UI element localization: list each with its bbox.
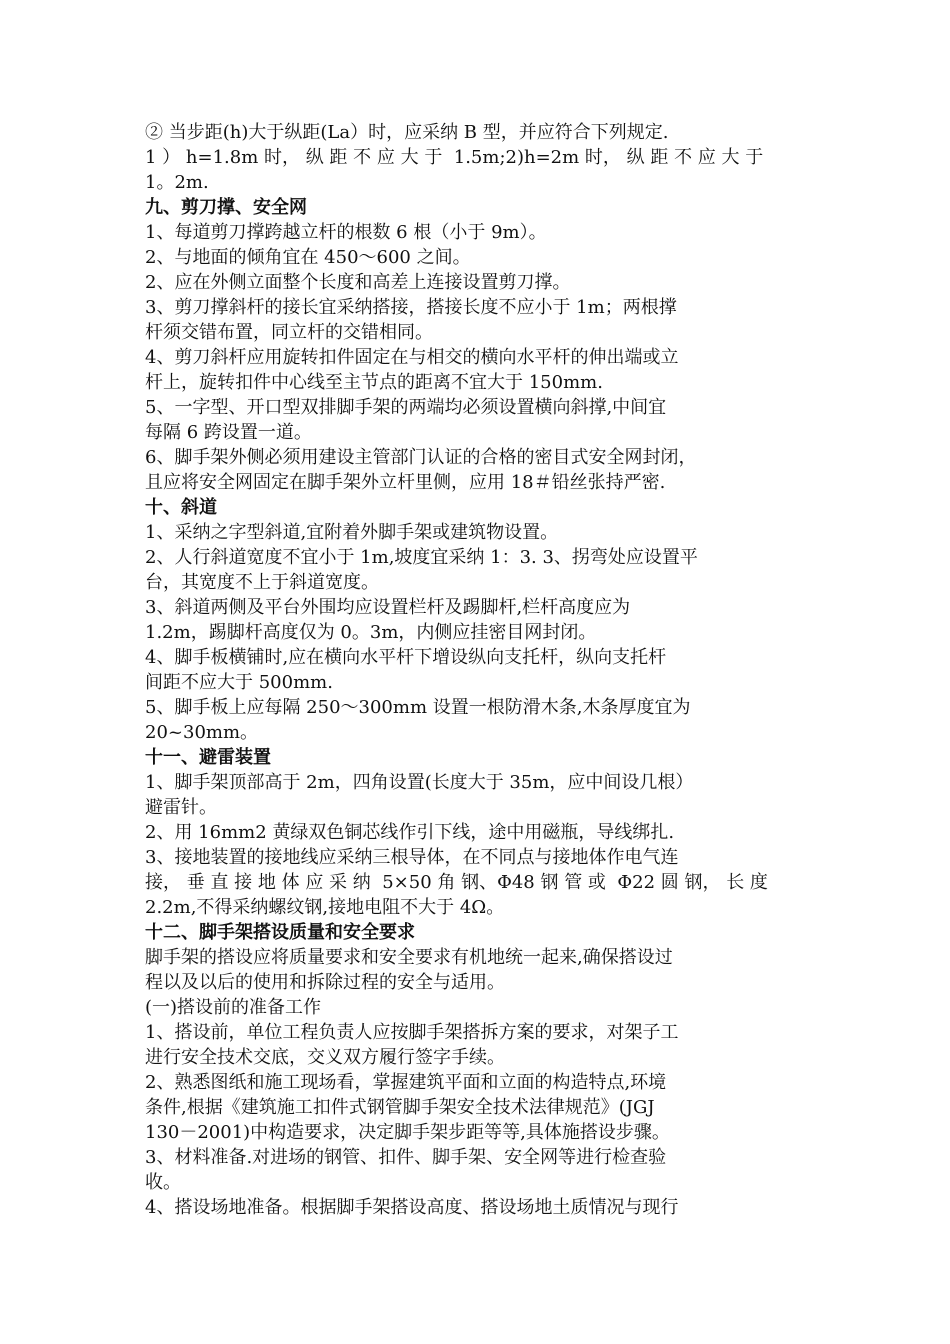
text-line: 2、应在外侧立面整个长度和高差上连接设置剪刀撑。 xyxy=(145,272,571,293)
text-line: 1、搭设前，单位工程负责人应按脚手架搭拆方案的要求，对架子工 xyxy=(145,1022,679,1043)
text-line: 1 ） h=1.8m 时， 纵 距 不 应 大 于 1.5m;2)h=2m 时， 纵 距 不 应 大 于 xyxy=(145,147,764,168)
section-heading: 十二、脚手架搭设质量和安全要求 xyxy=(145,922,415,943)
text-line: 4、剪刀斜杆应用旋转扣件固定在与相交的横向水平杆的伸出端或立 xyxy=(145,347,679,368)
text-line: 2、与地面的倾角宜在 450～600 之间。 xyxy=(145,247,471,268)
text-line: 1。2m. xyxy=(145,172,209,193)
text-line: 进行安全技术交底，交义双方履行签字手续。 xyxy=(145,1047,505,1068)
text-line: 2、熟悉图纸和施工现场看，掌握建筑平面和立面的构造特点,环境 xyxy=(145,1072,667,1093)
text-line: 程以及以后的使用和拆除过程的安全与适用。 xyxy=(145,972,505,993)
text-line: 避雷针。 xyxy=(145,797,217,818)
text-line: 且应将安全网固定在脚手架外立杆里侧，应用 18＃铅丝张持严密. xyxy=(145,472,666,493)
text-line: 条件,根据《建筑施工扣件式钢管脚手架安全技术法律规范》(JGJ xyxy=(145,1097,655,1118)
text-line: 杆须交错布置，同立杆的交错相同。 xyxy=(145,322,433,343)
text-line: 2.2m,不得采纳螺纹钢,接地电阻不大于 4Ω。 xyxy=(145,897,505,918)
text-line: 2、人行斜道宽度不宜小于 1m,坡度宜采纳 1：3. 3、拐弯处应设置平 xyxy=(145,547,698,568)
text-line: 每隔 6 跨设置一道。 xyxy=(145,422,312,443)
text-line: 1.2m，踢脚杆高度仅为 0。3m，内侧应挂密目网封闭。 xyxy=(145,622,597,643)
text-line: 2、用 16mm2 黄绿双色铜芯线作引下线，途中用磁瓶，导线绑扎. xyxy=(145,822,675,843)
text-line: 4、脚手板横铺时,应在横向水平杆下增设纵向支托杆，纵向支托杆 xyxy=(145,647,667,668)
text-line: 1、采纳之字型斜道,宜附着外脚手架或建筑物设置。 xyxy=(145,522,559,543)
text-line: 杆上，旋转扣件中心线至主节点的距离不宜大于 150mm. xyxy=(145,372,603,393)
text-line: 1、脚手架顶部高于 2m，四角设置(长度大于 35m，应中间设几根） xyxy=(145,772,694,793)
text-line: 6、脚手架外侧必须用建设主管部门认证的合格的密目式安全网封闭， xyxy=(145,447,697,468)
section-heading: 十、斜道 xyxy=(145,497,217,518)
document-page xyxy=(145,120,810,1220)
text-line: 接， 垂 直 接 地 体 应 采 纳 5×50 角 钢、Φ48 钢 管 或 Φ22 圆 钢， 长 度 xyxy=(145,872,768,893)
text-line: 3、剪刀撑斜杆的接长宜采纳搭接，搭接长度不应小于 1m；两根撑 xyxy=(145,297,677,318)
text-line: 3、接地装置的接地线应采纳三根导体，在不同点与接地体作电气连 xyxy=(145,847,679,868)
text-line: ② 当步距(h)大于纵距(La）时，应采纳 B 型，并应符合下列规定. xyxy=(145,122,669,143)
text-line: 4、搭设场地准备。根据脚手架搭设高度、搭设场地土质情况与现行 xyxy=(145,1197,679,1218)
text-line: 1、每道剪刀撑跨越立杆的根数 6 根（小于 9m）。 xyxy=(145,222,547,243)
text-line: 130－2001)中构造要求，决定脚手架步距等等,具体施搭设步骤。 xyxy=(145,1122,670,1143)
section-heading: 九、剪刀撑、安全网 xyxy=(145,197,307,218)
text-line: 20~30mm。 xyxy=(145,722,259,743)
text-line: 收。 xyxy=(145,1172,181,1193)
text-line: 5、脚手板上应每隔 250～300mm 设置一根防滑木条,木条厚度宜为 xyxy=(145,697,691,718)
section-heading: 十一、避雷装置 xyxy=(145,747,271,768)
text-line: 5、一字型、开口型双排脚手架的两端均必须设置横向斜撑,中间宜 xyxy=(145,397,667,418)
text-line: 3、材料准备.对进场的钢管、扣件、脚手架、安全网等进行检查验 xyxy=(145,1147,667,1168)
text-line: 台，其宽度不上于斜道宽度。 xyxy=(145,572,379,593)
text-line: 脚手架的搭设应将质量要求和安全要求有机地统一起来,确保搭设过 xyxy=(145,947,673,968)
text-line: 间距不应大于 500mm. xyxy=(145,672,333,693)
text-line: 3、斜道两侧及平台外围均应设置栏杆及踢脚杆,栏杆高度应为 xyxy=(145,597,631,618)
text-line: (一)搭设前的准备工作 xyxy=(145,997,322,1018)
